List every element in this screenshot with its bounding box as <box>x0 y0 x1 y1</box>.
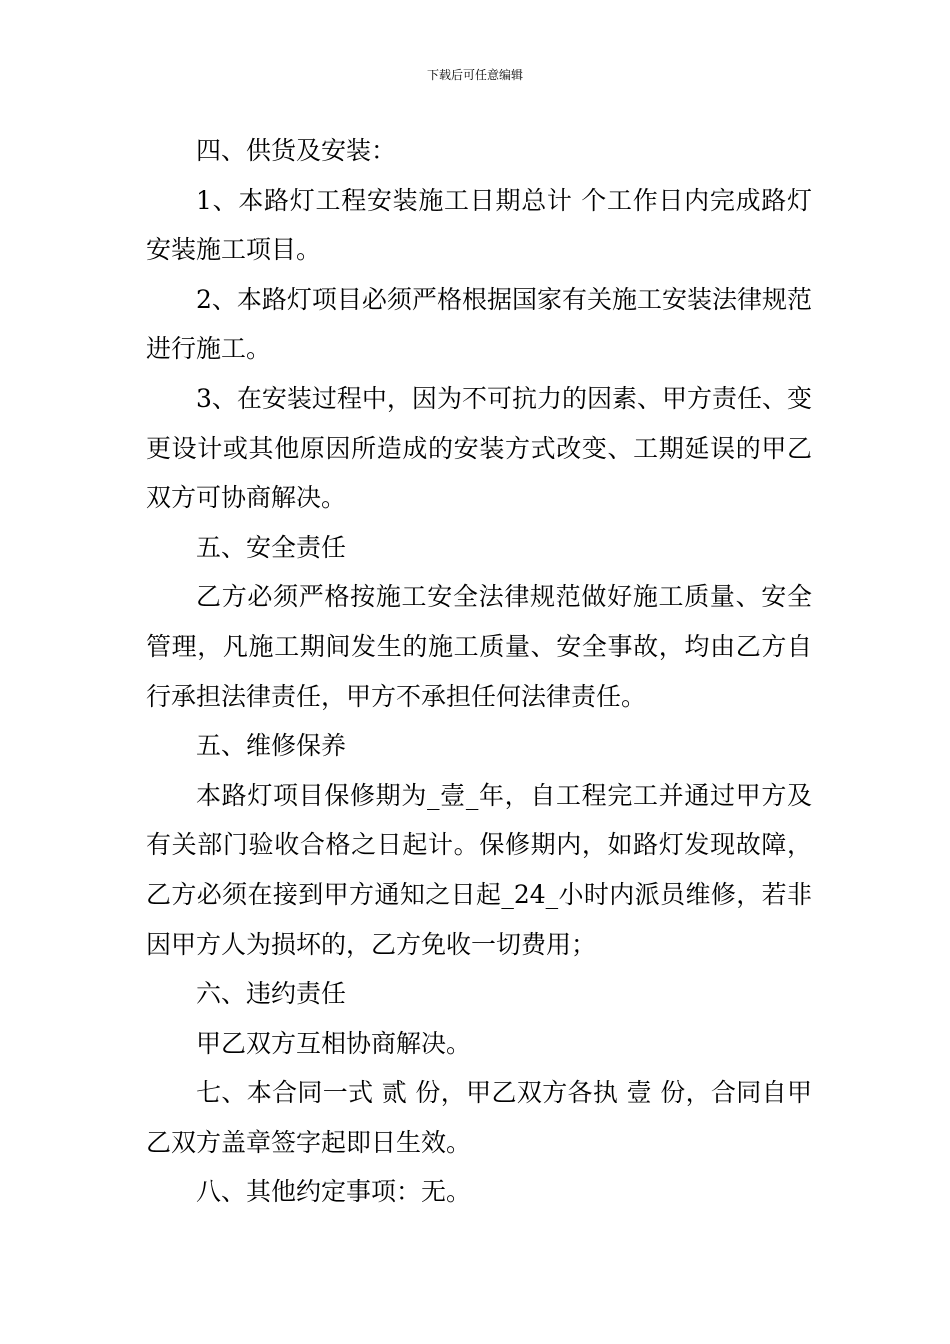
section-heading-safety: 五、安全责任 <box>196 532 347 562</box>
page-header-note: 下载后可任意编辑 <box>426 68 523 82</box>
clause-paragraph: 七、本合同一式 贰 份，甲乙双方各执 壹 份，合同自甲乙双方盖章签字起即日生效。 <box>146 1078 812 1157</box>
section-heading-supply: 四、供货及安装： <box>196 136 397 165</box>
clause-paragraph: 3、在安装过程中，因为不可抗力的因素、甲方责任、变更设计或其他原因所造成的安装方式改变、工期延误的甲乙双方可协商解决。 <box>146 383 812 513</box>
section-heading-breach: 六、违约责任 <box>196 979 347 1009</box>
clause-paragraph: 八、其他约定事项：无。 <box>196 1177 472 1207</box>
clause-paragraph: 2、本路灯项目必须严格根据国家有关施工安装法律规范进行施工。 <box>146 284 812 364</box>
clause-paragraph: 甲乙双方互相协商解决。 <box>196 1028 472 1058</box>
clause-paragraph: 1、本路灯工程安装施工日期总计 个工作日内完成路灯安装施工项目。 <box>146 185 812 265</box>
document-body <box>146 126 812 1217</box>
clause-paragraph: 乙方必须严格按施工安全法律规范做好施工质量、安全管理，凡施工期间发生的施工质量、安全事故，均由乙方自行承担法律责任，甲方不承担任何法律责任。 <box>146 582 812 711</box>
clause-paragraph: 本路灯项目保修期为_壹_年，自工程完工并通过甲方及有关部门验收合格之日起计。保修期内，如路灯发现故障，乙方必须在接到甲方通知之日起_24_小时内派员维修，若非因甲方人为损坏的，乙方免收一切费用； <box>146 780 812 959</box>
section-heading-maintenance: 五、维修保养 <box>196 731 347 761</box>
